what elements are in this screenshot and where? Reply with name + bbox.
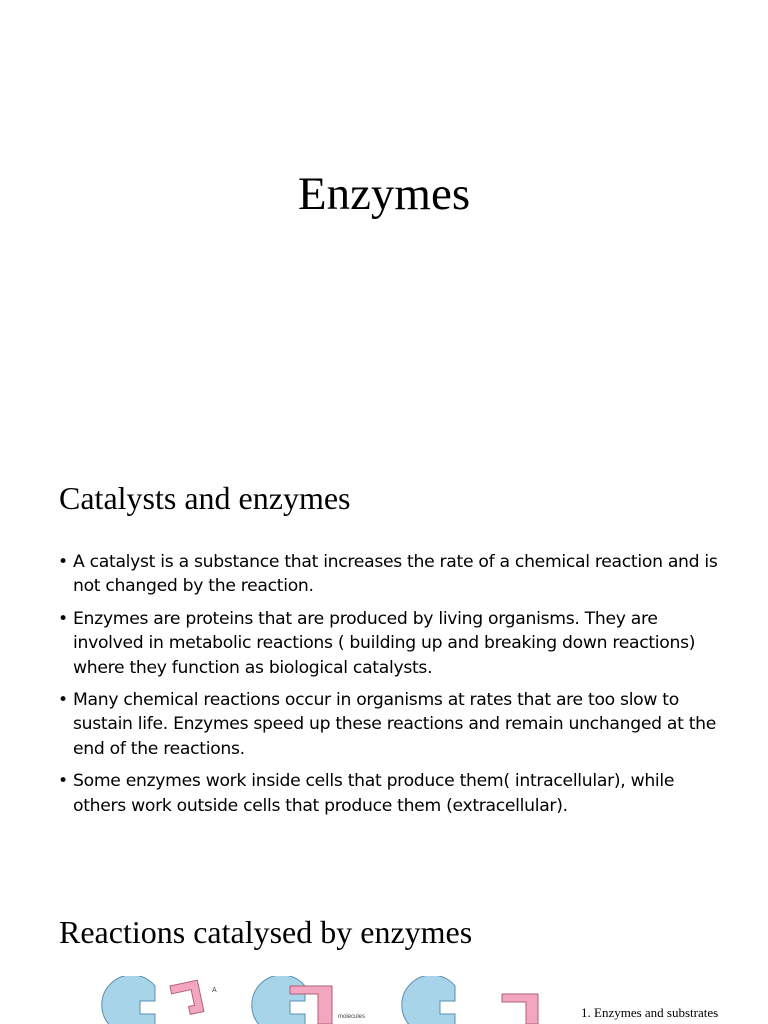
enzyme-substrate-pair-3	[402, 976, 538, 1024]
enzyme-shape	[402, 976, 455, 1024]
bullet-item: • Enzymes are proteins that are produced by living organisms. They are involved in metabolic reactions ( building up and breaking down reactions) where they function as biological catalysts.	[58, 607, 718, 680]
enzyme-substrate-pair-1	[102, 976, 217, 1024]
slide-heading: Catalysts and enzymes	[59, 480, 351, 516]
bullet-list	[58, 550, 718, 826]
bullet-item: • Some enzymes work inside cells that produce them( intracellular), while others work outside cells that produce them (extracellular).	[58, 769, 718, 818]
substrate-shape	[170, 980, 204, 1017]
title-slide	[0, 0, 768, 432]
enzyme-substrate-pair-2	[252, 976, 365, 1024]
bullet-item: • Many chemical reactions occur in organisms at rates that are too slow to sustain life. Enzymes speed up these reactions and remain unchanged at the end of the reactions.	[58, 688, 718, 761]
reactions-slide	[0, 880, 768, 1024]
label-a: A	[212, 987, 217, 994]
label-molecules: molecules	[338, 1014, 366, 1020]
substrate-shape	[502, 994, 538, 1024]
slide-title: Enzymes	[297, 168, 471, 220]
slide-heading: Reactions catalysed by enzymes	[59, 914, 473, 950]
bullet-item: • A catalyst is a substance that increases the rate of a chemical reaction and is not changed by the reaction.	[58, 550, 718, 599]
diagram-caption: 1. Enzymes and substrates	[581, 1005, 719, 1020]
enzyme-shape	[102, 976, 155, 1024]
catalysts-slide	[0, 440, 768, 872]
enzyme-shape	[252, 976, 305, 1024]
